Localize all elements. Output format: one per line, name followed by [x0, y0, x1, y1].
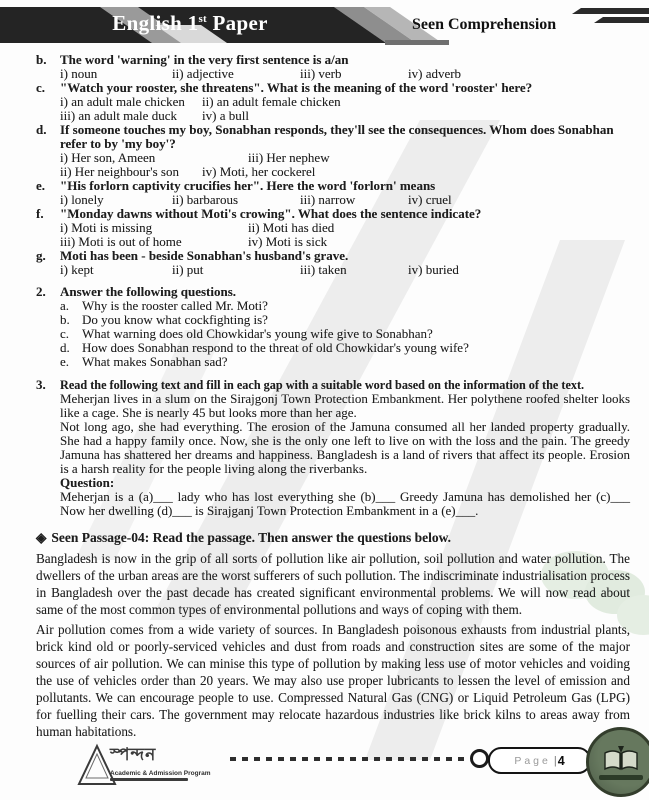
- option: i) kept: [60, 262, 94, 277]
- mcq-question: [36, 123, 630, 179]
- question-2-items: [36, 299, 630, 369]
- option: iii) an adult male duck: [60, 108, 177, 123]
- question-body: [60, 179, 630, 207]
- option: ii) Her neighbour's son: [60, 164, 179, 179]
- option-row: [60, 95, 630, 109]
- question-letter: g.: [36, 248, 46, 263]
- option: iv) buried: [408, 262, 459, 277]
- question-letter: d.: [36, 122, 47, 137]
- question-stem: "Watch your rooster, she threatens". What is the meaning of the word 'rooster' here?: [60, 80, 533, 95]
- page-label: Page: [514, 754, 551, 767]
- page-content: [36, 53, 630, 740]
- diamond-bullet-icon: ◈: [36, 530, 47, 545]
- footer-logo: [76, 742, 211, 788]
- option-row: [60, 109, 630, 123]
- sub-question-text: How does Sonabhan respond to the threat of old Chowkidar's young wife?: [82, 340, 469, 355]
- gap-question-label: Question:: [60, 475, 115, 490]
- question-body: [60, 123, 630, 179]
- question-letter: c.: [36, 80, 46, 95]
- question-stem: "His forlorn captivity crucifies her". Here the word 'forlorn' means: [60, 178, 436, 193]
- publisher-badge: [586, 727, 649, 797]
- option: i) Moti is missing: [60, 220, 153, 235]
- question-stem: Read the following text and fill in each gap with a suitable word based on the information of the text.: [60, 377, 585, 392]
- cloze-paragraph: Not long ago, she had everything. The erosion of the Jamuna consumed all her landed property gradually. She had a happy family once. Now, she is the only one left to live on with the loss and the pain. The greedy Jamuna has shattered her dreams and happiness. Bangladesh is a land of rivers that affect its people. Erosion is a harsh reality for the people living along the riverbanks.: [60, 419, 630, 476]
- sub-question: [60, 341, 630, 355]
- passage-paragraph: Air pollution comes from a wide variety of sources. In Bangladesh poisonous exhausts from industrial plants, brick kind old or poorly-serviced vehicles and dust from roads and construction sites are some of the major sources of air pollution. We can minise this type of pollution by making less use of motor vehicles and voiding the use of vehicles order than 20 years. We may also use proper lubricants to lessen the level of emission and pollutants. We can encourage people to use. Compressed Natural Gas (CNG) or Liquid Petroleum Gas (LPG) for fuelling their cars. The government may relocate hazardous industries like brick kilns to areas away from human habitations.: [36, 622, 630, 739]
- seen-passage-section: [36, 529, 630, 740]
- option: ii) Moti has died: [248, 220, 335, 235]
- option: iv) cruel: [408, 192, 452, 207]
- mcq-question: [36, 53, 630, 81]
- option: i) noun: [60, 66, 98, 81]
- question-letter: b.: [36, 52, 47, 67]
- mcq-question: [36, 249, 630, 277]
- mcq-question: [36, 81, 630, 123]
- question-letter: f.: [36, 206, 44, 221]
- question-body: [60, 81, 630, 123]
- logo-tagline: Academic & Admission Program: [110, 770, 211, 777]
- sub-question-letter: a.: [60, 298, 70, 313]
- title-superscript: st: [198, 13, 207, 25]
- sub-question-text: What warning does old Chowkidar's young wife give to Sonabhan?: [82, 326, 433, 341]
- passage-body: [36, 550, 630, 740]
- cloze-paragraph: Meherjan lives in a slum on the Sirajgonj Town Protection Embankment. Her polythene roofed shelter looks like a cage. She is nearly 45 but looks more than her age.: [60, 391, 630, 420]
- question-stem: If someone touches my boy, Sonabhan responds, they'll see the consequences. Whom does Sonabhan refer to by 'my boy'?: [60, 122, 614, 151]
- option-row: [60, 235, 630, 249]
- dotted-rule: [230, 757, 468, 761]
- question-3-body: [60, 392, 630, 518]
- option: iv) Moti is sick: [248, 234, 328, 249]
- question-stem: Moti has been - beside Sonabhan's husband's grave.: [60, 248, 349, 263]
- question-2-heading: [36, 285, 630, 299]
- option-row: [60, 67, 630, 81]
- option-row: [60, 151, 630, 165]
- mcq-question: [36, 207, 630, 249]
- corner-bar: [594, 17, 649, 23]
- mcq-question: [36, 179, 630, 207]
- sub-question: [60, 327, 630, 341]
- passage-paragraph: Bangladesh is now in the grip of all sorts of pollution like air pollution, soil pollution and water pollution. The dwellers of the urban areas are the worst sufferers of such pollution. The indiscriminate industrialisation process in Bangladesh over the past decade has created significant environmental problems. We will now read about same of the most common types of environmental pollutions and ways of coping with them.: [36, 551, 630, 617]
- sub-question-text: What makes Sonabhan sad?: [82, 354, 228, 369]
- option: ii) an adult female chicken: [202, 94, 341, 109]
- banner-underline-bar: [385, 40, 449, 45]
- logo-bengali-text: স্পন্দন: [110, 745, 157, 765]
- option-row: [60, 263, 630, 277]
- sub-question-letter: b.: [60, 312, 70, 327]
- sub-question-letter: c.: [60, 326, 70, 341]
- option: iv) adverb: [408, 66, 462, 81]
- option: i) an adult male chicken: [60, 94, 185, 109]
- option: ii) barbarous: [172, 192, 239, 207]
- option: iii) Moti is out of home: [60, 234, 182, 249]
- passage-heading: ◈ Seen Passage-04: Read the passage. Then answer the questions below.: [36, 530, 452, 545]
- sub-question-letter: d.: [60, 340, 70, 355]
- question-body: [60, 249, 630, 277]
- badge-caption-strip: [599, 775, 643, 780]
- option: iii) narrow: [300, 192, 356, 207]
- logo-tagline-bar: [110, 778, 188, 781]
- question-number: 2.: [36, 284, 46, 299]
- question-stem: Answer the following questions.: [60, 284, 237, 299]
- question-number: 3.: [36, 377, 46, 392]
- option-row: [60, 221, 630, 235]
- page-number: 4: [557, 753, 565, 768]
- sub-question: [60, 299, 630, 313]
- option: i) Her son, Ameen: [60, 150, 156, 165]
- mcq-section: [36, 53, 630, 277]
- page-footer: [0, 727, 649, 800]
- question-body: [60, 207, 630, 249]
- question-3-heading: [36, 378, 630, 392]
- gap-fill-text: Meherjan is a (a)___ lady who has lost everything she (b)___ Greedy Jamuna has demolished her (c)___ Now her dwelling (d)___ is Sirajganj Town Protection Embankment in a (e)___.: [60, 489, 630, 518]
- option-row: [60, 165, 630, 179]
- question-stem: "Monday dawns without Moti's crowing". What does the sentence indicate?: [60, 206, 482, 221]
- corner-bar: [572, 8, 649, 14]
- option-row: [60, 193, 630, 207]
- question-letter: e.: [36, 178, 46, 193]
- option: ii) adjective: [172, 66, 234, 81]
- sub-question-letter: e.: [60, 354, 70, 369]
- option: iii) Her nephew: [248, 150, 330, 165]
- page-number-pill: [488, 747, 591, 774]
- option: iv) a bull: [202, 108, 249, 123]
- question-stem: The word 'warning' in the very first sentence is a/an: [60, 52, 349, 67]
- option: ii) put: [172, 262, 204, 277]
- ring-ornament: [470, 749, 489, 768]
- option: iii) verb: [300, 66, 342, 81]
- section-title: Seen Comprehension: [412, 16, 557, 33]
- open-book-icon: [601, 745, 641, 773]
- option: iv) Moti, her cockerel: [202, 164, 316, 179]
- question-3-section: [36, 378, 630, 518]
- header-banner: [0, 7, 649, 45]
- question-2-section: [36, 285, 630, 369]
- sub-question-text: Why is the rooster called Mr. Moti?: [82, 298, 268, 313]
- option: i) lonely: [60, 192, 104, 207]
- question-body: [60, 53, 630, 81]
- option: iii) taken: [300, 262, 347, 277]
- paper-title: English 1st Paper: [112, 11, 268, 35]
- sub-question: [60, 355, 630, 369]
- sub-question-text: Do you know what cockfighting is?: [82, 312, 268, 327]
- page-separator: |: [553, 754, 557, 767]
- sub-question: [60, 313, 630, 327]
